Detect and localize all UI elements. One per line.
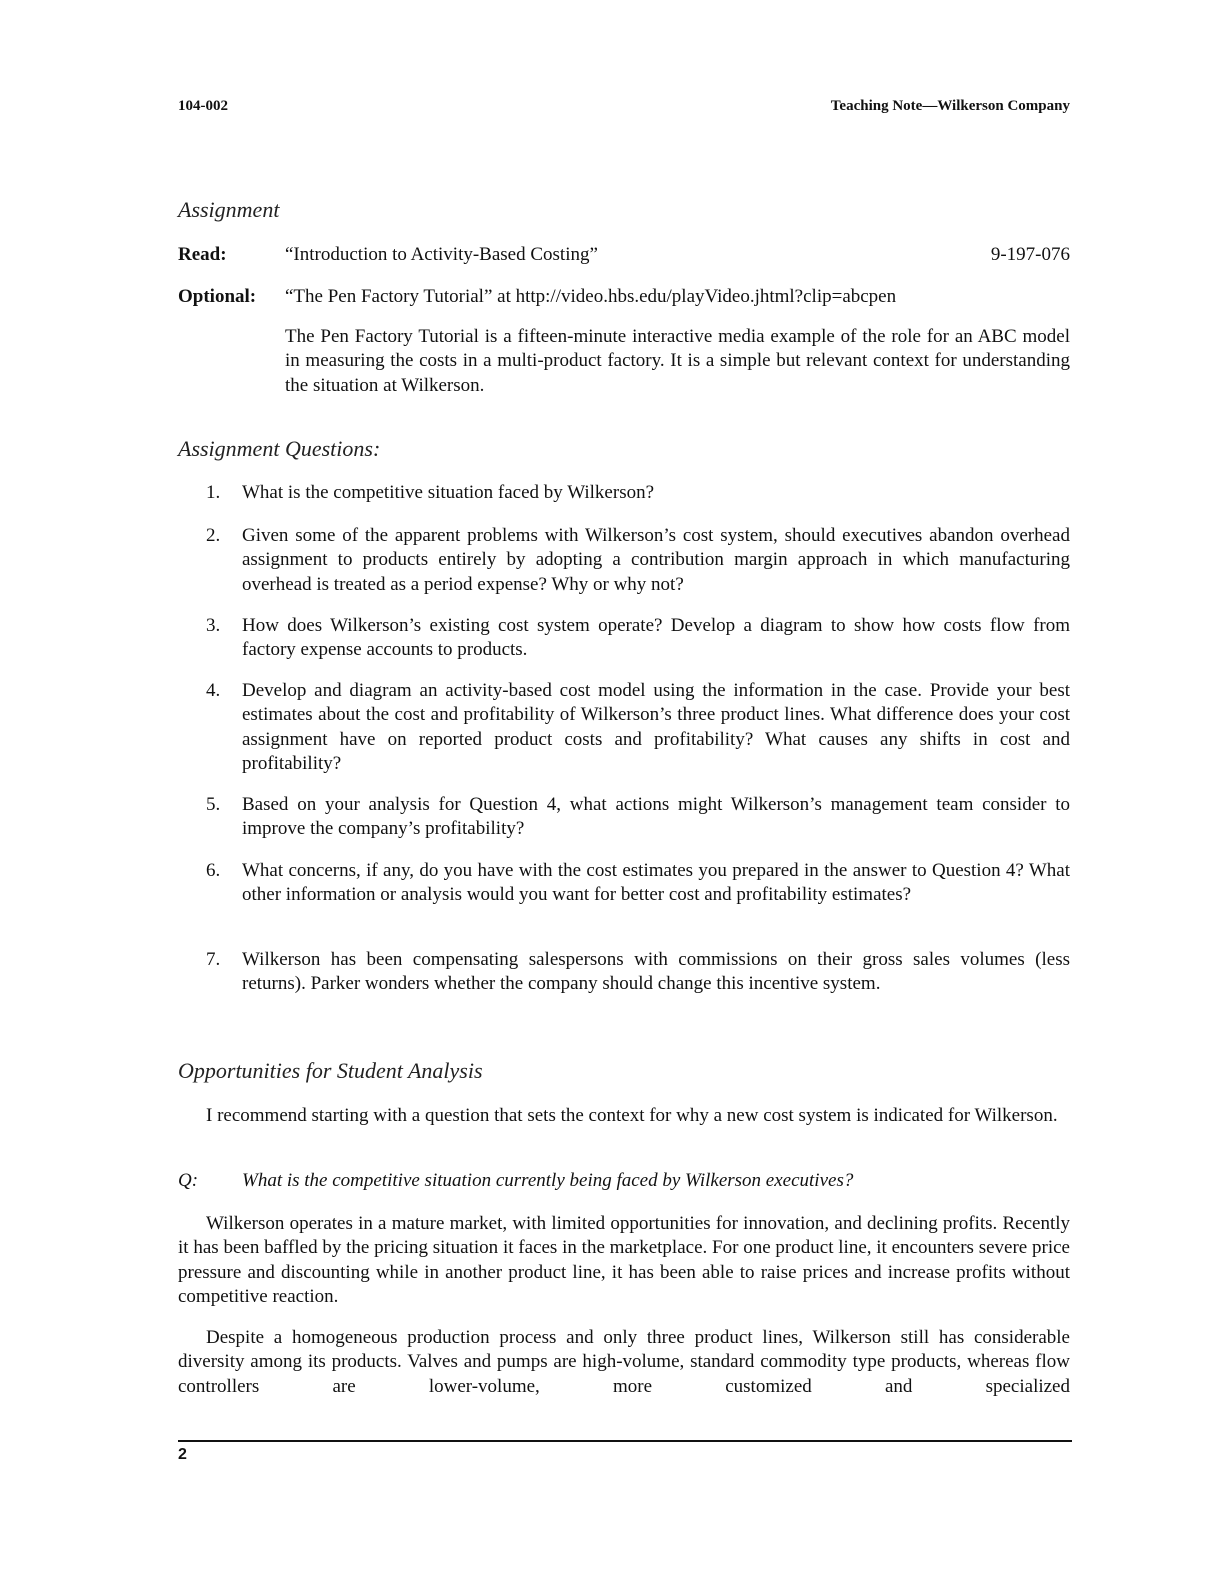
body-paragraph-1: Wilkerson operates in a mature market, with limited opportunities for innovation, and declining profits. Recently it has been baffled by the pricing situation it faces in the marketplace. For one product line, it encounters severe price pressure and discounting while in another product line, it has been able to raise prices and increase profits without competitive reaction.	[178, 1213, 1070, 1307]
question-text: What is the competitive situation faced by Wilkerson?	[242, 482, 655, 503]
opportunities-intro: I recommend starting with a question that sets the context for why a new cost system is indicated for Wilkerson.	[206, 1105, 1058, 1126]
q-label: Q:	[178, 1170, 199, 1191]
question-number: 1.	[206, 482, 221, 503]
question-number: 5.	[206, 794, 221, 815]
read-value: “Introduction to Activity-Based Costing”	[285, 244, 598, 265]
question-text: What concerns, if any, do you have with the cost estimates you prepared in the answer to Question 4? What other information or analysis would you want for better cost and profitability estimates?	[242, 860, 1070, 906]
question-text: Wilkerson has been compensating salespersons with commissions on their gross sales volumes (less returns). Parker wonders whether the company should change this incentive system.	[242, 949, 1070, 995]
question-text: Based on your analysis for Question 4, what actions might Wilkerson’s management team consider to improve the company’s profitability?	[242, 794, 1070, 840]
body-paragraph-2: Despite a homogeneous production process and only three product lines, Wilkerson still has considerable diversity among its products. Valves and pumps are high-volume, standard commodity type products, whereas flow controllers are lower-volume, more customized and specialized	[178, 1327, 1070, 1397]
page-number: 2	[178, 1446, 187, 1463]
assignment-questions-heading: Assignment Questions:	[178, 436, 381, 461]
question-text: Given some of the apparent problems with Wilkerson’s cost system, should executives abandon overhead assignment to products entirely by adopting a contribution margin approach in which manufacturing overhead is treated as a period expense? Why or why not?	[242, 525, 1070, 595]
question-text: Develop and diagram an activity-based cost model using the information in the case. Provide your best estimates about the cost and profitability of Wilkerson’s three product lines. What difference does your cost assignment have on reported product costs and profitability? What causes any shifts in cost and profitability?	[242, 680, 1070, 774]
optional-value: “The Pen Factory Tutorial” at http://video.hbs.edu/playVideo.jhtml?clip=abcpen	[285, 286, 897, 307]
assignment-heading: Assignment	[178, 197, 280, 222]
question-number: 4.	[206, 680, 221, 701]
question-number: 2.	[206, 525, 221, 546]
document-number: 104-002	[178, 98, 228, 114]
optional-label: Optional:	[178, 286, 257, 307]
pen-factory-description: The Pen Factory Tutorial is a fifteen-minute interactive media example of the role for an ABC model in measuring the costs in a multi-product factory. It is a simple but relevant context for understanding the situation at Wilkerson.	[285, 326, 1070, 396]
question-number: 6.	[206, 860, 221, 881]
opportunities-heading: Opportunities for Student Analysis	[178, 1058, 483, 1083]
running-title: Teaching Note—Wilkerson Company	[830, 98, 1070, 114]
q-text: What is the competitive situation currently being faced by Wilkerson executives?	[242, 1170, 854, 1191]
read-case-code: 9-197-076	[990, 244, 1070, 265]
question-number: 3.	[206, 615, 221, 636]
question-text: How does Wilkerson’s existing cost system operate? Develop a diagram to show how costs flow from factory expense accounts to products.	[242, 615, 1070, 661]
read-label: Read:	[178, 244, 227, 265]
footer-rule	[178, 1440, 1072, 1442]
question-number: 7.	[206, 949, 221, 970]
